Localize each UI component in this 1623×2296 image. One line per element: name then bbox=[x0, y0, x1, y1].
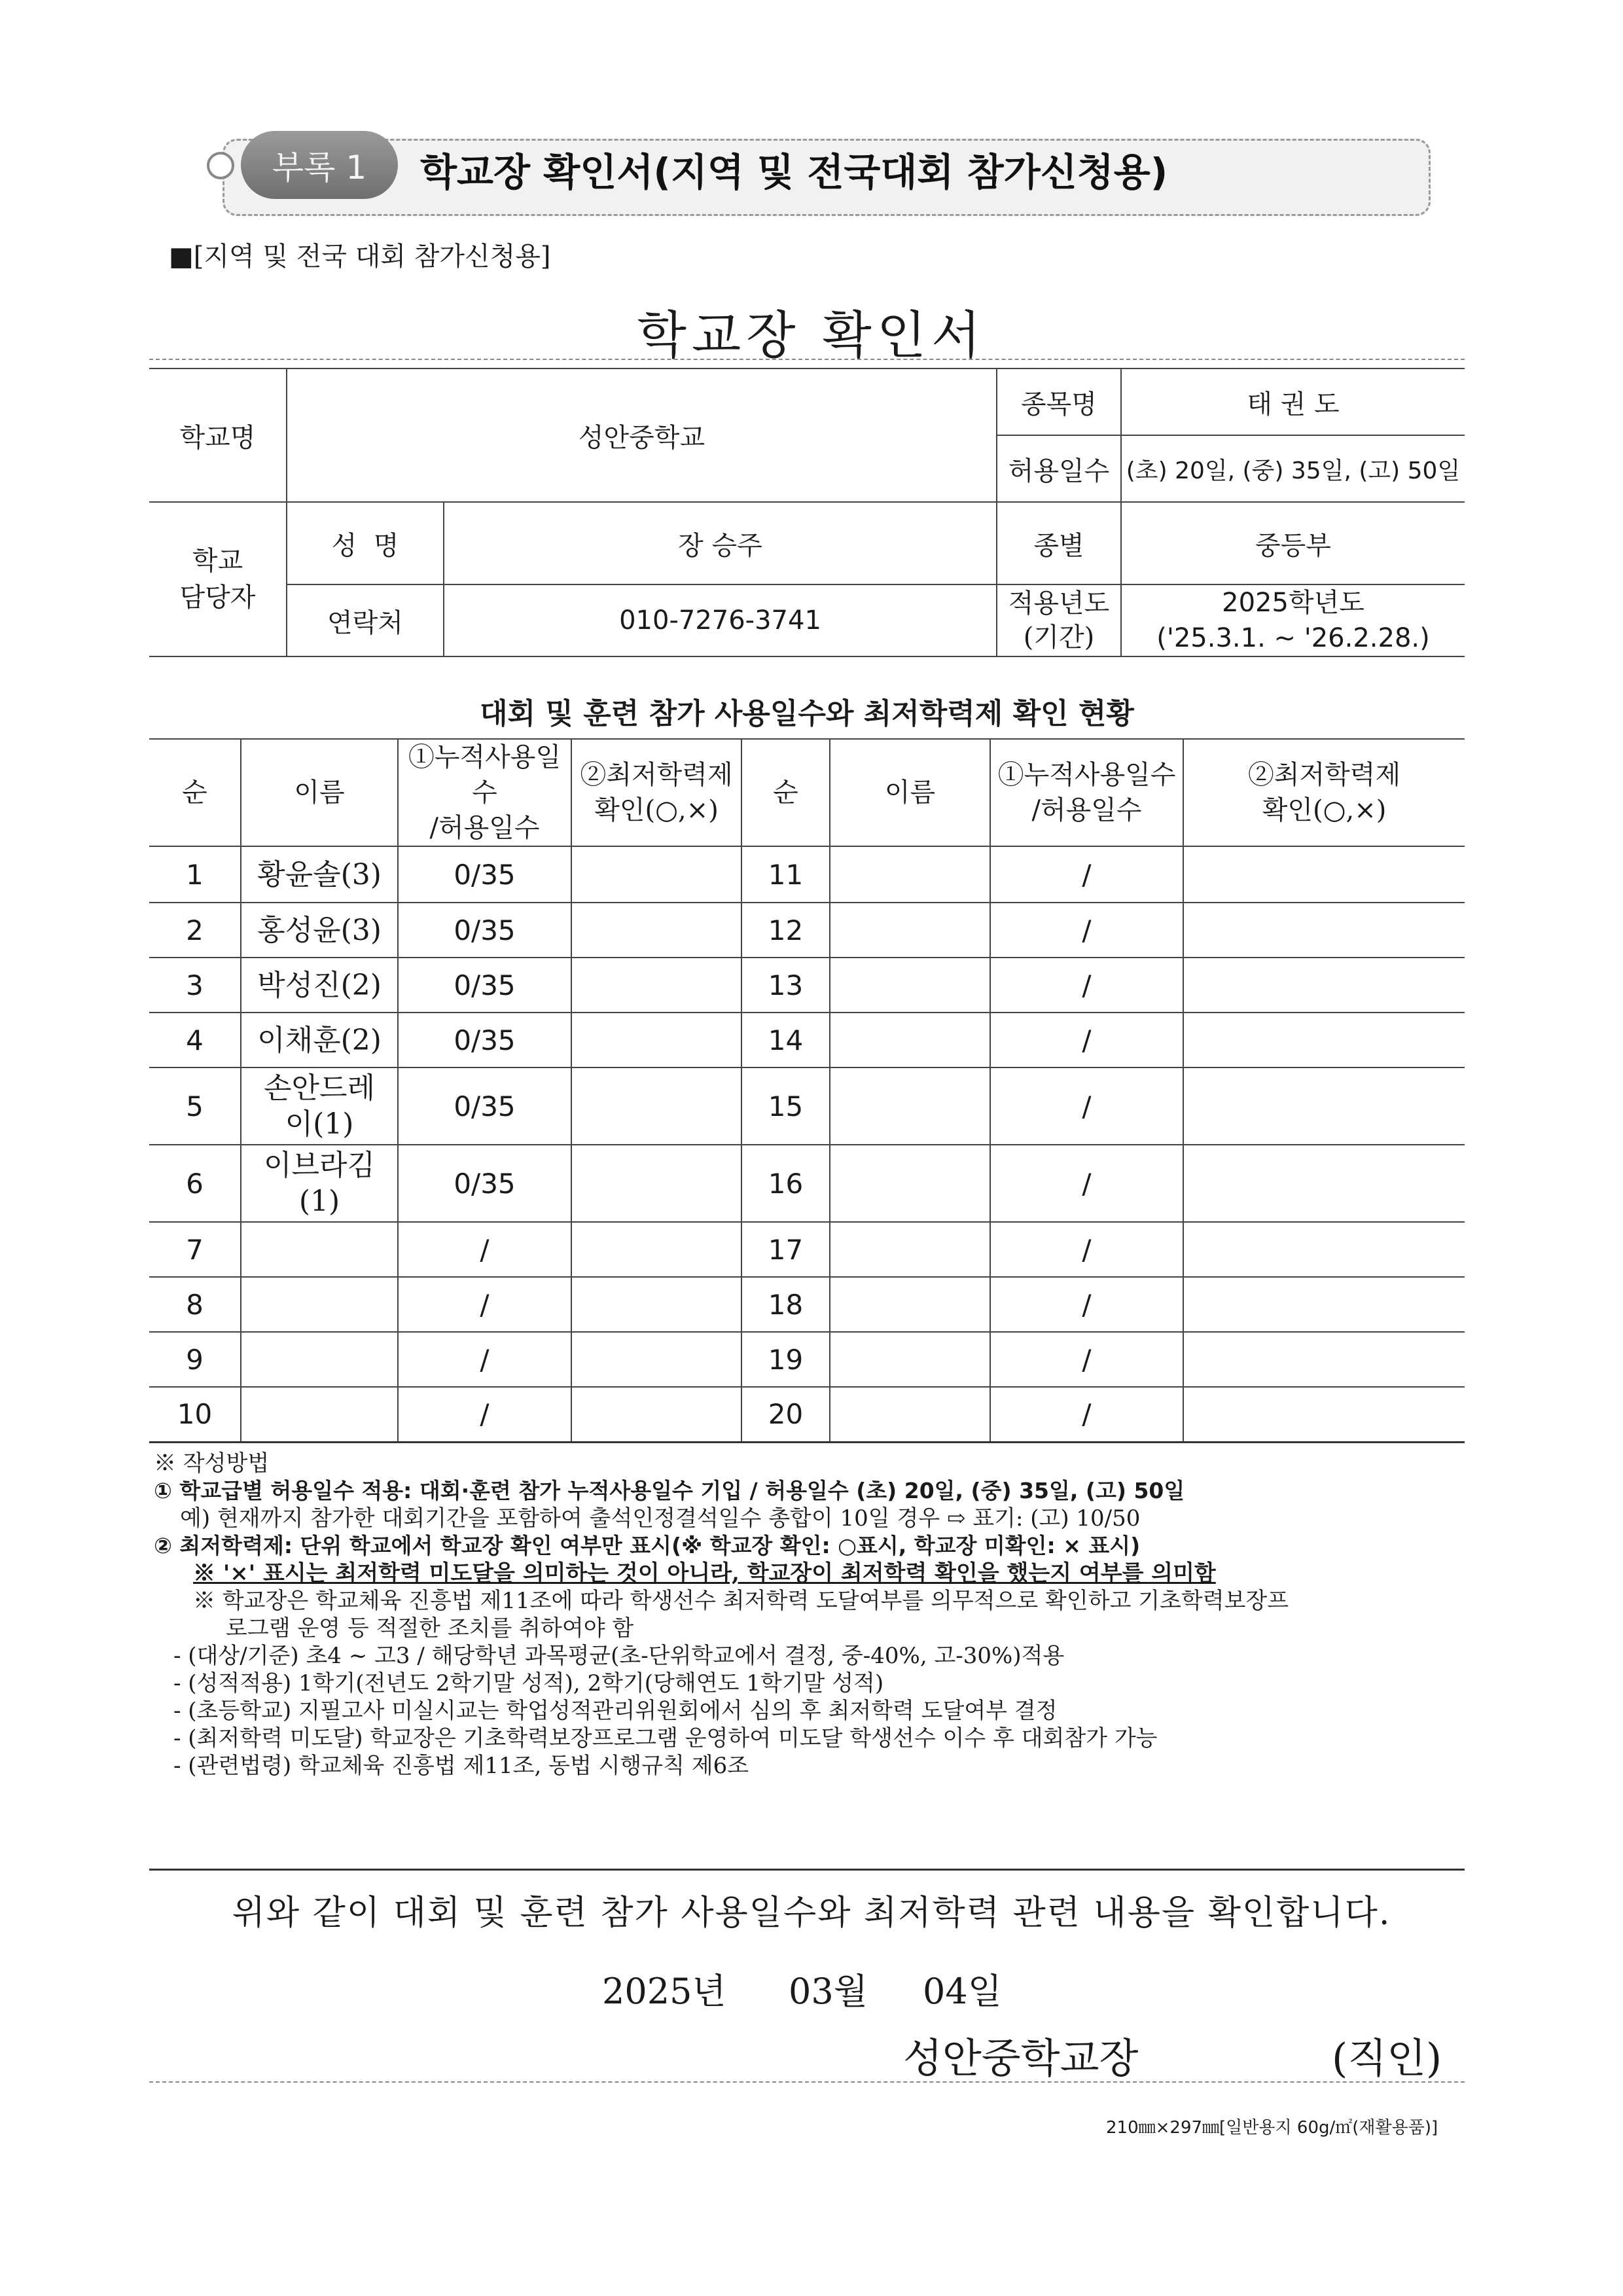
row-number: 8 bbox=[149, 1277, 241, 1332]
col-name: 이름 bbox=[241, 739, 398, 846]
athlete-name: 이브라김 (1) bbox=[241, 1145, 398, 1222]
official-seal-label: (직인) bbox=[1332, 2034, 1442, 2082]
days-used: / bbox=[398, 1222, 571, 1277]
col-days: ①누적사용일수 /허용일수 bbox=[398, 739, 571, 846]
appendix-tag: 부록 1 bbox=[241, 131, 398, 199]
table-row bbox=[149, 1013, 1465, 1067]
academic-check bbox=[1183, 1277, 1465, 1332]
col-name-right: 이름 bbox=[830, 739, 990, 846]
notes-heading: ※ 작성방법 bbox=[154, 1450, 270, 1477]
year-value: 2025학년도 bbox=[1222, 588, 1364, 618]
academic-check bbox=[1183, 846, 1465, 903]
date-month: 03월 bbox=[789, 1971, 868, 2012]
row-number: 18 bbox=[741, 1277, 830, 1332]
contact-value: 010-7276-3741 bbox=[444, 584, 997, 656]
title-divider bbox=[149, 359, 1465, 360]
school-name-label: 학교명 bbox=[149, 368, 287, 502]
year-cell bbox=[1121, 584, 1465, 656]
row-number: 4 bbox=[149, 1013, 241, 1067]
detail-3: - (초등학교) 지필고사 미실시교는 학업성적관리위원회에서 심의 후 최저학력 도달여부 결정 bbox=[173, 1698, 1058, 1724]
contact-label: 연락처 bbox=[287, 584, 444, 656]
athlete-name bbox=[830, 1222, 990, 1277]
row-number: 14 bbox=[741, 1013, 830, 1067]
table-row bbox=[149, 1332, 1465, 1387]
row-number: 10 bbox=[149, 1387, 241, 1442]
detail-4: - (최저학력 미도달) 학교장은 기초학력보장프로그램 운영하여 미도달 학생선수 이수 후 대회참가 가능 bbox=[173, 1725, 1158, 1751]
athlete-name bbox=[830, 1387, 990, 1442]
row-number: 15 bbox=[741, 1067, 830, 1145]
days-used: 0/35 bbox=[398, 958, 571, 1013]
document-title: 학교장 확인서 bbox=[637, 306, 986, 365]
col-check-right: ②최저학력제 확인(○,×) bbox=[1183, 739, 1465, 846]
athlete-name bbox=[830, 958, 990, 1013]
detail-5: - (관련법령) 학교체육 진흥법 제11조, 동법 시행규칙 제6조 bbox=[173, 1753, 749, 1779]
athlete-name: 이채훈(2) bbox=[241, 1013, 398, 1067]
clip-icon bbox=[207, 152, 234, 179]
col-no-right: 순 bbox=[741, 739, 830, 846]
athlete-name: 홍성윤(3) bbox=[241, 903, 398, 958]
athlete-name: 손안드레 이(1) bbox=[241, 1067, 398, 1145]
note-2-b2: 로그램 운영 등 적절한 조치를 취하여야 함 bbox=[226, 1615, 634, 1641]
info-table bbox=[149, 368, 1465, 657]
school-name: 성안중학교 bbox=[287, 368, 997, 502]
days-used: / bbox=[990, 958, 1183, 1013]
table-row bbox=[149, 1067, 1465, 1145]
row-number: 1 bbox=[149, 846, 241, 903]
row-number: 5 bbox=[149, 1067, 241, 1145]
days-used: / bbox=[398, 1387, 571, 1442]
allowed-days-value: (초) 20일, (중) 35일, (고) 50일 bbox=[1121, 435, 1465, 502]
col-days-right: ①누적사용일수 /허용일수 bbox=[990, 739, 1183, 846]
academic-check bbox=[571, 1387, 741, 1442]
days-used: 0/35 bbox=[398, 1067, 571, 1145]
days-used: / bbox=[398, 1277, 571, 1332]
grid-header-row bbox=[149, 739, 1465, 846]
athlete-name: 황윤솔(3) bbox=[241, 846, 398, 903]
days-used: 0/35 bbox=[398, 846, 571, 903]
row-number: 6 bbox=[149, 1145, 241, 1222]
row-number: 2 bbox=[149, 903, 241, 958]
appendix-title: 학교장 확인서(지역 및 전국대회 참가신청용) bbox=[420, 150, 1168, 194]
days-used: / bbox=[990, 1387, 1183, 1442]
footer-divider bbox=[149, 2081, 1465, 2083]
row-number: 3 bbox=[149, 958, 241, 1013]
note-1: ① 학교급별 허용일수 적용: 대회·훈련 참가 누적사용일수 기입 / 허용일수 (초) 20일, (중) 35일, (고) 50일 bbox=[154, 1478, 1185, 1503]
row-number: 20 bbox=[741, 1387, 830, 1442]
table-row bbox=[149, 1387, 1465, 1442]
academic-check bbox=[1183, 1067, 1465, 1145]
row-number: 13 bbox=[741, 958, 830, 1013]
academic-check bbox=[1183, 958, 1465, 1013]
table-row bbox=[149, 1277, 1465, 1332]
allowed-days-label: 허용일수 bbox=[997, 435, 1121, 502]
row-number: 16 bbox=[741, 1145, 830, 1222]
paper-spec: 210㎜×297㎜[일반용지 60g/㎡(재활용품)] bbox=[1106, 2118, 1438, 2138]
row-number: 9 bbox=[149, 1332, 241, 1387]
note-2-a: ※ '×' 표시는 최저학력 미도달을 의미하는 것이 아니라, 학교장이 최저학력 확인을 했는지 여부를 의미함 bbox=[193, 1560, 1216, 1587]
days-used: 0/35 bbox=[398, 1145, 571, 1222]
days-used: / bbox=[990, 1145, 1183, 1222]
academic-check bbox=[571, 1332, 741, 1387]
academic-check bbox=[571, 1067, 741, 1145]
athlete-name bbox=[830, 846, 990, 903]
academic-check bbox=[1183, 903, 1465, 958]
athlete-name bbox=[830, 1067, 990, 1145]
athlete-name bbox=[241, 1277, 398, 1332]
athlete-name bbox=[830, 903, 990, 958]
athlete-name bbox=[241, 1332, 398, 1387]
athlete-name bbox=[241, 1387, 398, 1442]
days-used: / bbox=[990, 903, 1183, 958]
athlete-name bbox=[830, 1332, 990, 1387]
note-1-example: 예) 현재까지 참가한 대회기간을 포함하여 출석인정결석일수 총합이 10일 경우 ⇨ 표기: (고) 10/50 bbox=[180, 1505, 1141, 1532]
note-2: ② 최저학력제: 단위 학교에서 학교장 확인 여부만 표시(※ 학교장 확인: ○표시, 학교장 미확인: × 표시) bbox=[154, 1533, 1141, 1558]
athlete-name bbox=[241, 1222, 398, 1277]
academic-check bbox=[571, 903, 741, 958]
days-used: / bbox=[990, 1013, 1183, 1067]
notes-divider bbox=[149, 1869, 1465, 1871]
row-number: 11 bbox=[741, 846, 830, 903]
table-row bbox=[149, 958, 1465, 1013]
academic-check bbox=[1183, 1332, 1465, 1387]
year-period: ('25.3.1. ~ '26.2.28.) bbox=[1156, 623, 1430, 653]
sport-value: 태 권 도 bbox=[1121, 368, 1465, 435]
days-used: / bbox=[990, 1067, 1183, 1145]
division-value: 중등부 bbox=[1121, 502, 1465, 584]
table-row bbox=[149, 1222, 1465, 1277]
academic-check bbox=[571, 846, 741, 903]
confirmation-text: 위와 같이 대회 및 훈련 참가 사용일수와 최저학력 관련 내용을 확인합니다. bbox=[232, 1893, 1391, 1933]
staff-label: 학교 담당자 bbox=[149, 502, 287, 656]
writing-guide bbox=[154, 1450, 1502, 1780]
detail-1: - (대상/기준) 초4 ~ 고3 / 해당학년 과목평균(초-단위학교에서 결정, 중-40%, 고-30%)적용 bbox=[173, 1643, 1065, 1669]
detail-2: - (성적적용) 1학기(전년도 2학기말 성적), 2학기(당해연도 1학기말 성적) bbox=[173, 1670, 884, 1696]
academic-check bbox=[1183, 1145, 1465, 1222]
academic-check bbox=[571, 1145, 741, 1222]
academic-check bbox=[1183, 1387, 1465, 1442]
category-label: ■[지역 및 전국 대회 참가신청용] bbox=[169, 242, 551, 272]
academic-check bbox=[571, 958, 741, 1013]
athlete-name: 박성진(2) bbox=[241, 958, 398, 1013]
academic-check bbox=[571, 1222, 741, 1277]
principal-name: 성안중학교장 bbox=[903, 2034, 1139, 2082]
row-number: 19 bbox=[741, 1332, 830, 1387]
date-year: 2025년 bbox=[602, 1971, 726, 2012]
table-row bbox=[149, 846, 1465, 903]
days-used: / bbox=[990, 1332, 1183, 1387]
days-used: / bbox=[990, 846, 1183, 903]
note-2-b1: ※ 학교장은 학교체육 진흥법 제11조에 따라 학생선수 최저학력 도달여부를 의무적으로 확인하고 기초학력보장프 bbox=[193, 1588, 1289, 1614]
academic-check bbox=[571, 1013, 741, 1067]
athlete-name bbox=[830, 1145, 990, 1222]
row-number: 12 bbox=[741, 903, 830, 958]
days-used: 0/35 bbox=[398, 1013, 571, 1067]
grid-title: 대회 및 훈련 참가 사용일수와 최저학력제 확인 현황 bbox=[480, 697, 1134, 730]
athlete-name bbox=[830, 1277, 990, 1332]
division-label: 종별 bbox=[997, 502, 1121, 584]
athlete-name bbox=[830, 1013, 990, 1067]
days-used: / bbox=[398, 1332, 571, 1387]
table-row bbox=[149, 903, 1465, 958]
col-no: 순 bbox=[149, 739, 241, 846]
year-label: 적용년도 (기간) bbox=[997, 584, 1121, 656]
academic-check bbox=[1183, 1013, 1465, 1067]
date-day: 04일 bbox=[923, 1971, 1002, 2012]
col-check: ②최저학력제 확인(○,×) bbox=[571, 739, 741, 846]
name-label: 성 명 bbox=[287, 502, 444, 584]
staff-name: 장 승주 bbox=[444, 502, 997, 584]
row-number: 17 bbox=[741, 1222, 830, 1277]
row-number: 7 bbox=[149, 1222, 241, 1277]
participation-grid bbox=[149, 738, 1465, 1443]
table-row bbox=[149, 1145, 1465, 1222]
days-used: / bbox=[990, 1277, 1183, 1332]
days-used: / bbox=[990, 1222, 1183, 1277]
sport-label: 종목명 bbox=[997, 368, 1121, 435]
academic-check bbox=[571, 1277, 741, 1332]
academic-check bbox=[1183, 1222, 1465, 1277]
days-used: 0/35 bbox=[398, 903, 571, 958]
